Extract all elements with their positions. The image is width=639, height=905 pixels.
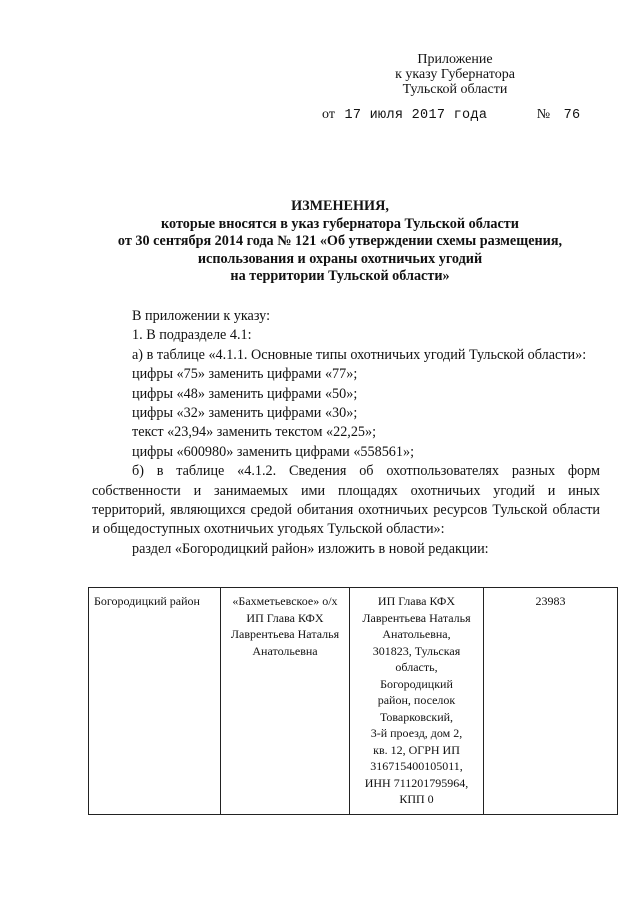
cell-line: Лаврентьева Наталья bbox=[362, 610, 471, 625]
paragraph: б) в таблице «4.1.2. Сведения об охотпользователях разных форм собственности и занимаемых ими площадях охотничьих угодий и иных территорий, являющихся средой обитания охотничьих ресурсов Тульской области и общедоступных охотничьих угодьях Тульской области»: bbox=[92, 463, 600, 538]
appendix-line: Тульской области bbox=[402, 82, 508, 97]
table-cell-hunting-ground: «Бахметьевское» о/х ИП Глава КФХ Лаврентьева Наталья Анатольевна bbox=[221, 588, 350, 815]
cell-line: 316715400105011, bbox=[370, 759, 463, 773]
document-body bbox=[92, 307, 600, 559]
hunting-grounds-table bbox=[88, 587, 618, 815]
paragraph: раздел «Богородицкий район» изложить в новой редакции: bbox=[132, 540, 489, 557]
table-cell-area: 23983 bbox=[484, 588, 618, 815]
cell-line: ИНН 711201795964, bbox=[364, 775, 469, 790]
title-line: на территории Тульской области» bbox=[230, 268, 450, 284]
title-line: от 30 сентября 2014 года № 121 «Об утверждении схемы размещения, bbox=[117, 233, 563, 249]
cell-line: район, поселок bbox=[377, 693, 456, 707]
paragraph: цифры «32» заменить цифрами «30»; bbox=[132, 405, 358, 422]
paragraph: цифры «600980» заменить цифрами «558561»; bbox=[132, 443, 415, 460]
title-main: ИЗМЕНЕНИЯ, bbox=[291, 198, 389, 214]
number-sign: № bbox=[536, 107, 551, 122]
appendix-line: Приложение bbox=[417, 52, 493, 67]
title-line: которые вносятся в указ губернатора Тульской области bbox=[161, 215, 519, 232]
document-title bbox=[80, 198, 600, 286]
appendix-header bbox=[355, 52, 555, 97]
paragraph: цифры «75» заменить цифрами «77»; bbox=[132, 366, 358, 383]
cell-line: Товарковский, bbox=[379, 709, 454, 724]
cell-line: Анатольевна, bbox=[382, 627, 451, 641]
cell-line: кв. 12, ОГРН ИП bbox=[373, 742, 460, 757]
cell-line: область, bbox=[395, 660, 438, 674]
paragraph: В приложении к указу: bbox=[132, 308, 271, 324]
cell-line: КПП 0 bbox=[399, 792, 434, 806]
table-cell-user bbox=[350, 588, 484, 815]
appendix-line: к указу Губернатора bbox=[395, 67, 515, 82]
decree-date-line bbox=[322, 107, 580, 123]
decree-date: 17 июля 2017 года bbox=[344, 108, 488, 123]
decree-number: 76 bbox=[563, 108, 581, 123]
title-line: использования и охраны охотничьих угодий bbox=[197, 250, 483, 267]
cell-line: ИП Глава КФХ bbox=[377, 594, 456, 608]
table-row bbox=[89, 588, 618, 815]
paragraph: а) в таблице «4.1.1. Основные типы охотничьих угодий Тульской области»: bbox=[132, 346, 587, 363]
paragraph: 1. В подразделе 4.1: bbox=[132, 327, 252, 344]
cell-line: 301823, Тульская bbox=[372, 643, 461, 658]
table-cell-district: Богородицкий район bbox=[89, 588, 221, 815]
cell-line: Богородицкий bbox=[380, 676, 453, 691]
date-prefix: от bbox=[322, 107, 335, 122]
paragraph: текст «23,94» заменить текстом «22,25»; bbox=[132, 424, 377, 441]
cell-line: 3-й проезд, дом 2, bbox=[370, 726, 463, 740]
paragraph: цифры «48» заменить цифрами «50»; bbox=[132, 385, 358, 402]
